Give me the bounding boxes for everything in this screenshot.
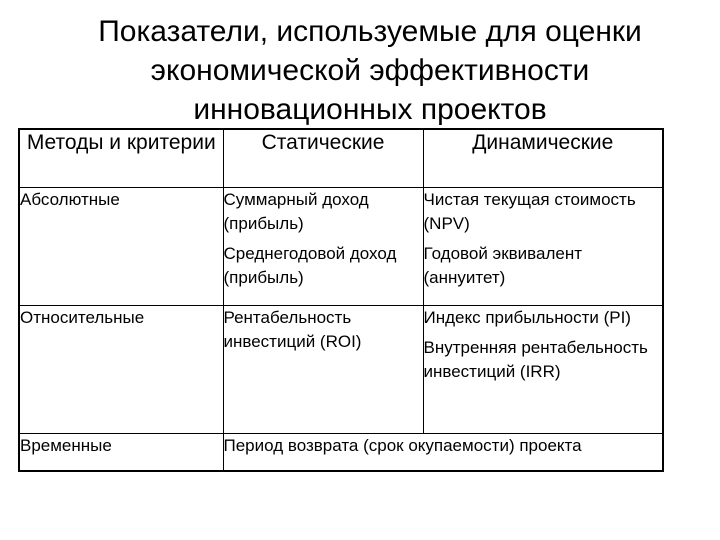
cell-relative-dynamic (423, 305, 663, 433)
table-header-row (19, 129, 663, 187)
row-label-time: Временные (19, 433, 223, 471)
indicators-table (18, 128, 664, 472)
cell-absolute-static (223, 187, 423, 305)
table-row-absolute (19, 187, 663, 305)
header-methods: Методы и критерии (19, 129, 223, 187)
header-dynamic: Динамические (423, 129, 663, 187)
header-static: Статические (223, 129, 423, 187)
table-row-time (19, 433, 663, 471)
indicator-npv: Чистая текущая стоимость (NPV) (423, 189, 636, 233)
cell-time-combined: Период возврата (срок окупаемости) проекта (223, 433, 663, 471)
table-row-relative (19, 305, 663, 433)
indicator-pi: Индекс прибыльности (PI) (423, 307, 631, 327)
indicator-annuity: Годовой эквивалент (аннуитет) (423, 243, 583, 287)
title-line-1: Показатели, используемые для оценки (98, 15, 642, 48)
row-label-absolute: Абсолютные (19, 187, 223, 305)
cell-absolute-dynamic (423, 187, 663, 305)
slide-title (40, 12, 700, 129)
cell-relative-static (223, 305, 423, 433)
indicator-avg-annual-income: Среднегодовой доход (прибыль) (223, 243, 397, 287)
indicator-irr: Внутренняя рентабельность инвестиций (IRR) (423, 337, 648, 381)
indicator-roi: Рентабельность инвестиций (ROI) (223, 307, 362, 351)
row-label-relative: Относительные (19, 305, 223, 433)
indicator-total-income: Суммарный доход (прибыль) (223, 189, 369, 233)
title-line-3: инновационных проектов (193, 93, 547, 126)
title-line-2: экономической эффективности (150, 54, 590, 87)
